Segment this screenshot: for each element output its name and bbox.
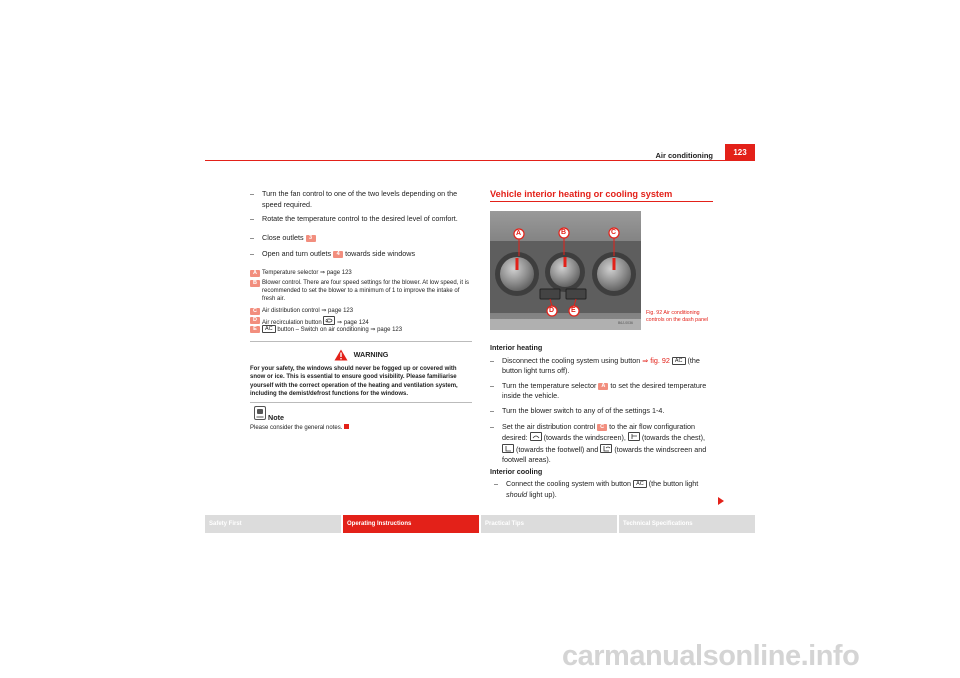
step-text-part: to the air flow configuration desired:	[502, 421, 695, 442]
interior-heating-section	[490, 343, 716, 500]
ref-badge: C	[597, 424, 607, 431]
footwell-icon	[502, 444, 514, 453]
step-item	[250, 189, 472, 211]
page-header-title: Air conditioning	[655, 151, 713, 160]
emphasis-text: should	[506, 489, 528, 499]
step-text	[490, 422, 716, 466]
continue-arrow-icon	[716, 493, 726, 511]
step-text-part: Open and turn outlets	[262, 249, 332, 258]
step-text-part: towards side windows	[345, 249, 416, 258]
figure-label-c: C	[611, 229, 617, 236]
chest-vent-icon	[628, 432, 640, 441]
figure-label-b: B	[561, 229, 567, 236]
ref-badge: 4	[333, 251, 343, 258]
legend-text-part: button – Switch on air conditioning ⇒ page 123	[277, 327, 403, 333]
footer-tab-technical-specifications[interactable]: Technical Specifications	[619, 515, 755, 533]
step-text: Turn the blower switch to any of of the settings 1-4.	[502, 405, 665, 415]
recirculation-icon	[323, 316, 335, 325]
step-text-part: (towards the chest),	[641, 433, 705, 442]
legend-text-b: Blower control. There are four speed settings for the blower. At low speed, it is recommended to set the blower to a minimum of 1 to improve the intake of fresh air.	[262, 280, 469, 302]
legend-badge-b: B	[250, 280, 260, 287]
ac-key: AC	[633, 480, 647, 488]
footer-tab-practical-tips[interactable]: Practical Tips	[481, 515, 617, 533]
figure-code: B6J-0036	[618, 321, 633, 325]
header-rule	[205, 160, 755, 161]
step-text-part: Close outlets	[262, 233, 304, 242]
legend-badge-e: E	[250, 326, 260, 333]
watermark: carmanualsonline.info	[562, 640, 860, 672]
step-text-part: light up).	[529, 489, 557, 499]
step-text-part: Set the air distribution control	[502, 421, 596, 431]
step-dash: –	[490, 421, 494, 431]
windscreen-footwell-icon	[600, 444, 612, 453]
legend-text-e	[262, 325, 474, 334]
end-marker	[344, 424, 349, 429]
step-text	[490, 381, 716, 402]
step-text-part: Turn the temperature selector	[502, 380, 597, 390]
footer-tab-safety-first[interactable]: Safety First	[205, 515, 341, 533]
figure-label-e: E	[571, 307, 576, 314]
figure-reference: ⇒ fig. 92	[642, 355, 670, 365]
step-list	[250, 189, 472, 265]
step-item	[490, 381, 716, 402]
step-text-part: (towards the windscreen),	[543, 433, 626, 442]
step-text: Rotate the temperature control to the desired level of comfort.	[262, 214, 458, 223]
step-item	[250, 233, 472, 249]
step-dash: –	[250, 214, 254, 223]
legend-badge-d: D	[250, 317, 260, 324]
step-dash: –	[490, 355, 494, 365]
legend-text-a: Temperature selector ⇒ page 123	[262, 270, 352, 276]
step-text-part: (towards the windscreen and footwell areas).	[502, 444, 707, 464]
windscreen-icon	[530, 432, 542, 441]
step-dash: –	[250, 189, 254, 198]
interior-heating-heading: Interior heating	[490, 343, 543, 352]
note-title: Note	[268, 413, 284, 422]
warning-title: WARNING	[353, 350, 389, 359]
legend-badge-c: C	[250, 308, 260, 315]
step-text-part: (towards the footwell) and	[516, 444, 599, 454]
step-text	[490, 356, 716, 377]
ac-key: AC	[262, 325, 276, 333]
interior-cooling-heading: Interior cooling	[490, 466, 543, 476]
step-text-part: Disconnect the cooling system using button	[502, 355, 641, 365]
step-text-part: (the button light	[648, 479, 699, 488]
note-body	[250, 424, 349, 432]
legend-text-c: Air distribution control ⇒ page 123	[262, 308, 354, 314]
step-item	[490, 422, 716, 464]
step-item	[490, 356, 716, 377]
ref-badge: A	[598, 383, 608, 390]
warning-box	[250, 341, 472, 403]
footer-tab-operating-instructions[interactable]: Operating Instructions	[343, 515, 479, 533]
section-title: Vehicle interior heating or cooling system	[490, 189, 673, 199]
step-dash: –	[250, 233, 254, 242]
step-item	[490, 406, 716, 417]
step-item	[250, 249, 472, 265]
step-text	[250, 249, 415, 260]
step-dash: –	[490, 405, 494, 415]
ref-badge: 3	[306, 235, 316, 242]
warning-body: For your safety, the windows should never be fogged up or covered with snow or ice. This is essential to ensure good visibility. Please familiarise yourself with the correct operation of the heating and ventilation system, including the demist/defrost functions for the windows.	[250, 366, 458, 397]
step-text	[490, 479, 716, 500]
step-text-part: Connect the cooling system with button	[506, 479, 632, 488]
step-text-part: to set the desired temperature inside the vehicle.	[502, 380, 707, 400]
ac-key: AC	[672, 357, 686, 365]
note-text: Please consider the general notes.	[250, 425, 343, 431]
legend-text-part: ⇒ page 124	[337, 320, 369, 326]
step-text: Turn the fan control to one of the two levels depending on the speed required.	[262, 189, 458, 209]
legend-text-part: Air recirculation button	[262, 320, 322, 326]
step-item	[250, 214, 472, 233]
step-text-part: (the button light turns off).	[502, 355, 700, 375]
section-rule	[490, 201, 713, 202]
legend-badge-a: A	[250, 270, 260, 277]
figure-caption: Fig. 92 Air conditioning controls on the dash panel	[646, 310, 709, 323]
step-dash: –	[490, 380, 494, 390]
step-item	[490, 479, 716, 500]
note-icon	[254, 406, 266, 425]
step-dash: –	[494, 479, 498, 488]
page-number: 123	[725, 144, 755, 161]
step-dash: –	[250, 249, 254, 258]
figure-label-d: D	[549, 307, 555, 314]
step-text	[250, 233, 316, 244]
figure-92	[490, 211, 641, 330]
figure-label-a: A	[516, 230, 522, 237]
